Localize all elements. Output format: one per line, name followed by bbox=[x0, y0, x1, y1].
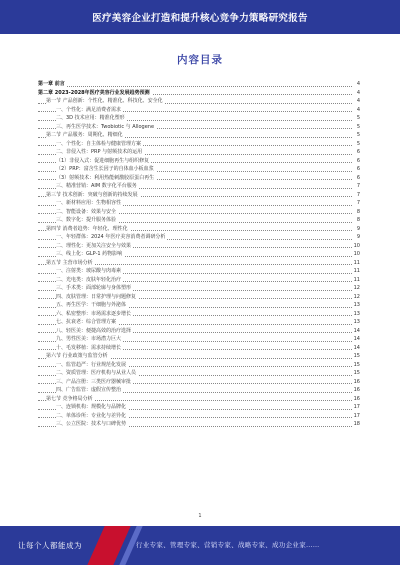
toc-subsection-entry[interactable] bbox=[38, 420, 360, 429]
toc-entry-title: 二、非侵入性：PRP 与射频技术的运用 bbox=[56, 149, 143, 155]
toc-entry-title: 一、年轻群体：2024 年医疗美容消费者调研分析 bbox=[56, 234, 166, 240]
toc-section-entry[interactable] bbox=[38, 395, 360, 404]
report-title: 医疗美容企业打造和提升核心竞争力策略研究报告 bbox=[92, 13, 308, 24]
toc-entry-page: 11 bbox=[353, 268, 360, 274]
toc-entry-title: 第二章 2023-2028年医疗美容行业发展趋势预测 bbox=[38, 89, 150, 96]
toc-subsection-entry[interactable] bbox=[38, 106, 360, 115]
toc-entry-title: 一、注射类：玻尿酸与肉毒素 bbox=[56, 268, 122, 274]
toc-entry-title: 二、单体诊所：专业化与差异化 bbox=[56, 412, 127, 419]
toc-subsection-entry[interactable] bbox=[38, 182, 360, 191]
toc-entry-title: 三、再生医学技术：Twobiotic 与 Allogene bbox=[56, 123, 155, 130]
toc-entry-title: （1）非侵入式：促进细胞再生与组织修复 bbox=[56, 157, 150, 164]
toc-entry-title: 第五节 主营市场分析 bbox=[46, 259, 93, 266]
toc-subsection-entry[interactable] bbox=[38, 301, 360, 310]
toc-entry-title: 三、线上化：GLP-1 药物影响 bbox=[56, 251, 123, 257]
toc-entry-title: 十、毛发移植：需求持续增长 bbox=[56, 344, 122, 351]
toc-entry-title: 一、个性化：自主体检与健康管理方案 bbox=[56, 140, 142, 147]
toc-chapter-entry[interactable] bbox=[38, 80, 360, 89]
toc-entry-page: 16 bbox=[353, 395, 360, 402]
toc-subsection-entry[interactable] bbox=[38, 335, 360, 344]
toc-entry-title: 第七节 竞争格局分析 bbox=[46, 395, 93, 402]
toc-entry-title: 三、产品注册：三类医疗器械审批 bbox=[56, 378, 132, 385]
toc-subsection-entry[interactable] bbox=[38, 310, 360, 319]
toc-entry-title: 第一章 前言 bbox=[38, 81, 65, 87]
toc-entry-page: 5 bbox=[356, 123, 360, 130]
toc-entry-page: 16 bbox=[353, 378, 360, 385]
toc-entry-page: 13 bbox=[353, 319, 360, 325]
toc-subsection-entry[interactable] bbox=[38, 165, 360, 174]
toc-subsection-entry[interactable] bbox=[38, 250, 360, 259]
page-number: 1 bbox=[198, 513, 202, 519]
toc-subsection-entry[interactable] bbox=[38, 199, 360, 208]
toc-entry-title: 一、连锁机构：规模化与品牌化 bbox=[56, 404, 127, 410]
toc-entry-page: 18 bbox=[353, 421, 360, 427]
toc-section-entry[interactable] bbox=[38, 97, 360, 106]
toc-subsection-entry[interactable] bbox=[38, 123, 360, 132]
toc-entry-page: 7 bbox=[356, 191, 360, 198]
toc-subsection-entry[interactable] bbox=[38, 361, 360, 370]
footer-slogan: 让每个人都能成为 bbox=[18, 541, 82, 550]
toc-entry-page: 6 bbox=[356, 149, 360, 155]
toc-chapter-entry[interactable] bbox=[38, 89, 360, 98]
toc-entry-page: 12 bbox=[353, 285, 360, 291]
footer-banner bbox=[0, 526, 400, 565]
toc-subsection-entry[interactable] bbox=[38, 369, 360, 378]
toc-subsection-entry[interactable] bbox=[38, 403, 360, 412]
toc-entry-page: 11 bbox=[353, 259, 360, 266]
table-of-contents bbox=[38, 80, 360, 429]
toc-subsection-entry[interactable] bbox=[38, 114, 360, 123]
toc-entry-title: 第四节 消费者趋势：年轻化、理性化 bbox=[46, 225, 128, 232]
toc-subsection-entry[interactable] bbox=[38, 216, 360, 225]
toc-subsection-entry[interactable] bbox=[38, 148, 360, 157]
toc-entry-page: 17 bbox=[353, 412, 360, 419]
toc-entry-page: 13 bbox=[353, 310, 360, 317]
toc-entry-title: （3）射频技术：利用热能刺激胶原蛋白再生 bbox=[56, 174, 155, 181]
toc-section-entry[interactable] bbox=[38, 352, 360, 361]
toc-section-entry[interactable] bbox=[38, 131, 360, 140]
toc-subsection-entry[interactable] bbox=[38, 242, 360, 251]
toc-entry-page: 8 bbox=[356, 208, 360, 215]
toc-subsection-entry[interactable] bbox=[38, 386, 360, 395]
toc-entry-title: 六、私密整形：市场需求逐步增长 bbox=[56, 310, 132, 317]
toc-subsection-entry[interactable] bbox=[38, 284, 360, 293]
toc-entry-page: 4 bbox=[356, 81, 360, 87]
toc-section-entry[interactable] bbox=[38, 259, 360, 268]
toc-entry-title: 三、公立医院：技术与口碑优势 bbox=[56, 421, 127, 427]
toc-subsection-entry[interactable] bbox=[38, 174, 360, 183]
toc-subsection-entry[interactable] bbox=[38, 208, 360, 217]
toc-entry-title: 二、光电类：皮肤年轻化治疗 bbox=[56, 276, 122, 283]
toc-entry-title: 一、个性化：满足消费者需求 bbox=[56, 106, 122, 113]
toc-entry-title: 四、广告监管：虚假宣传整治 bbox=[56, 387, 122, 393]
toc-entry-page: 7 bbox=[356, 200, 360, 206]
toc-subsection-entry[interactable] bbox=[38, 233, 360, 242]
toc-subsection-entry[interactable] bbox=[38, 140, 360, 149]
toc-entry-page: 13 bbox=[353, 302, 360, 308]
toc-entry-page: 14 bbox=[353, 336, 360, 342]
toc-entry-page: 9 bbox=[356, 234, 360, 240]
toc-entry-page: 10 bbox=[353, 242, 360, 249]
toc-entry-title: 二、智能设备：效果与安全 bbox=[56, 208, 117, 215]
report-header-bar bbox=[0, 0, 400, 34]
toc-entry-title: 五、再生医学：干细胞与外泌体 bbox=[56, 302, 127, 308]
toc-subsection-entry[interactable] bbox=[38, 293, 360, 302]
toc-entry-page: 15 bbox=[353, 353, 360, 359]
toc-section-entry[interactable] bbox=[38, 225, 360, 234]
toc-entry-page: 14 bbox=[353, 344, 360, 351]
toc-heading: 内容目录 bbox=[177, 54, 223, 66]
toc-subsection-entry[interactable] bbox=[38, 157, 360, 166]
toc-entry-title: 第六节 行业政策与监管分析 bbox=[46, 353, 108, 359]
toc-entry-title: 第一节 产品创新：个性化、精准化、科技化、安全化 bbox=[46, 98, 163, 104]
toc-entry-title: 第二节 产品服务：周期化、精细化 bbox=[46, 132, 123, 138]
toc-entry-page: 8 bbox=[356, 217, 360, 223]
toc-entry-page: 4 bbox=[356, 89, 360, 96]
toc-entry-title: 八、轻医美：便捷高效的治疗选择 bbox=[56, 327, 132, 334]
toc-leader-dots bbox=[38, 86, 352, 87]
toc-entry-title: 三、数字化：提升服务体验 bbox=[56, 217, 117, 223]
toc-entry-page: 15 bbox=[353, 370, 360, 376]
toc-entry-page: 6 bbox=[356, 166, 360, 172]
toc-entry-page: 5 bbox=[356, 140, 360, 147]
toc-entry-page: 16 bbox=[353, 387, 360, 393]
toc-subsection-entry[interactable] bbox=[38, 276, 360, 285]
toc-entry-title: 一、新材料应用：生物相容性 bbox=[56, 200, 122, 206]
toc-entry-title: 二、3D 技术应用：精准化塑形 bbox=[56, 115, 125, 121]
toc-section-entry[interactable] bbox=[38, 191, 360, 200]
toc-entry-title: 一、监管趋严：行业规范化发展 bbox=[56, 361, 127, 368]
toc-entry-title: 四、皮肤管理：日常护理与问题修复 bbox=[56, 293, 137, 300]
toc-subsection-entry[interactable] bbox=[38, 318, 360, 327]
toc-entry-title: 二、理性化：更加关注安全与效果 bbox=[56, 242, 132, 249]
toc-entry-title: 三、精准营销：AIM 数字化平台服务 bbox=[56, 183, 137, 189]
toc-entry-title: 七、抗衰老：综合管理方案 bbox=[56, 319, 117, 325]
toc-entry-title: 九、男性医美：市场潜力巨大 bbox=[56, 336, 122, 342]
toc-entry-page: 17 bbox=[353, 404, 360, 410]
toc-subsection-entry[interactable] bbox=[38, 378, 360, 387]
toc-entry-page: 10 bbox=[353, 251, 360, 257]
footer-tagline: 行业专家、管理专家、营销专家、战略专家、成功企业家…… bbox=[136, 541, 320, 549]
toc-entry-page: 4 bbox=[356, 98, 360, 104]
toc-entry-page: 15 bbox=[353, 361, 360, 368]
toc-entry-page: 14 bbox=[353, 327, 360, 334]
toc-subsection-entry[interactable] bbox=[38, 412, 360, 421]
toc-entry-page: 7 bbox=[356, 183, 360, 189]
toc-entry-page: 5 bbox=[356, 115, 360, 121]
toc-entry-page: 6 bbox=[356, 174, 360, 181]
toc-entry-page: 11 bbox=[353, 276, 360, 283]
toc-subsection-entry[interactable] bbox=[38, 267, 360, 276]
toc-subsection-entry[interactable] bbox=[38, 327, 360, 336]
toc-entry-title: 三、手术类：面部轮廓与身体塑形 bbox=[56, 285, 132, 291]
toc-entry-page: 4 bbox=[356, 106, 360, 113]
toc-entry-page: 12 bbox=[353, 293, 360, 300]
toc-entry-page: 5 bbox=[356, 132, 360, 138]
toc-entry-title: 第三节 技术创新：突破与创新的持续发展 bbox=[46, 191, 138, 198]
toc-entry-page: 9 bbox=[356, 225, 360, 232]
toc-entry-page: 6 bbox=[356, 157, 360, 164]
toc-entry-title: （2）PRP：富含生长因子的自体血小板血浆 bbox=[56, 166, 154, 172]
toc-entry-title: 二、资质管理：医疗机构与从业人员 bbox=[56, 370, 137, 376]
toc-subsection-entry[interactable] bbox=[38, 344, 360, 353]
